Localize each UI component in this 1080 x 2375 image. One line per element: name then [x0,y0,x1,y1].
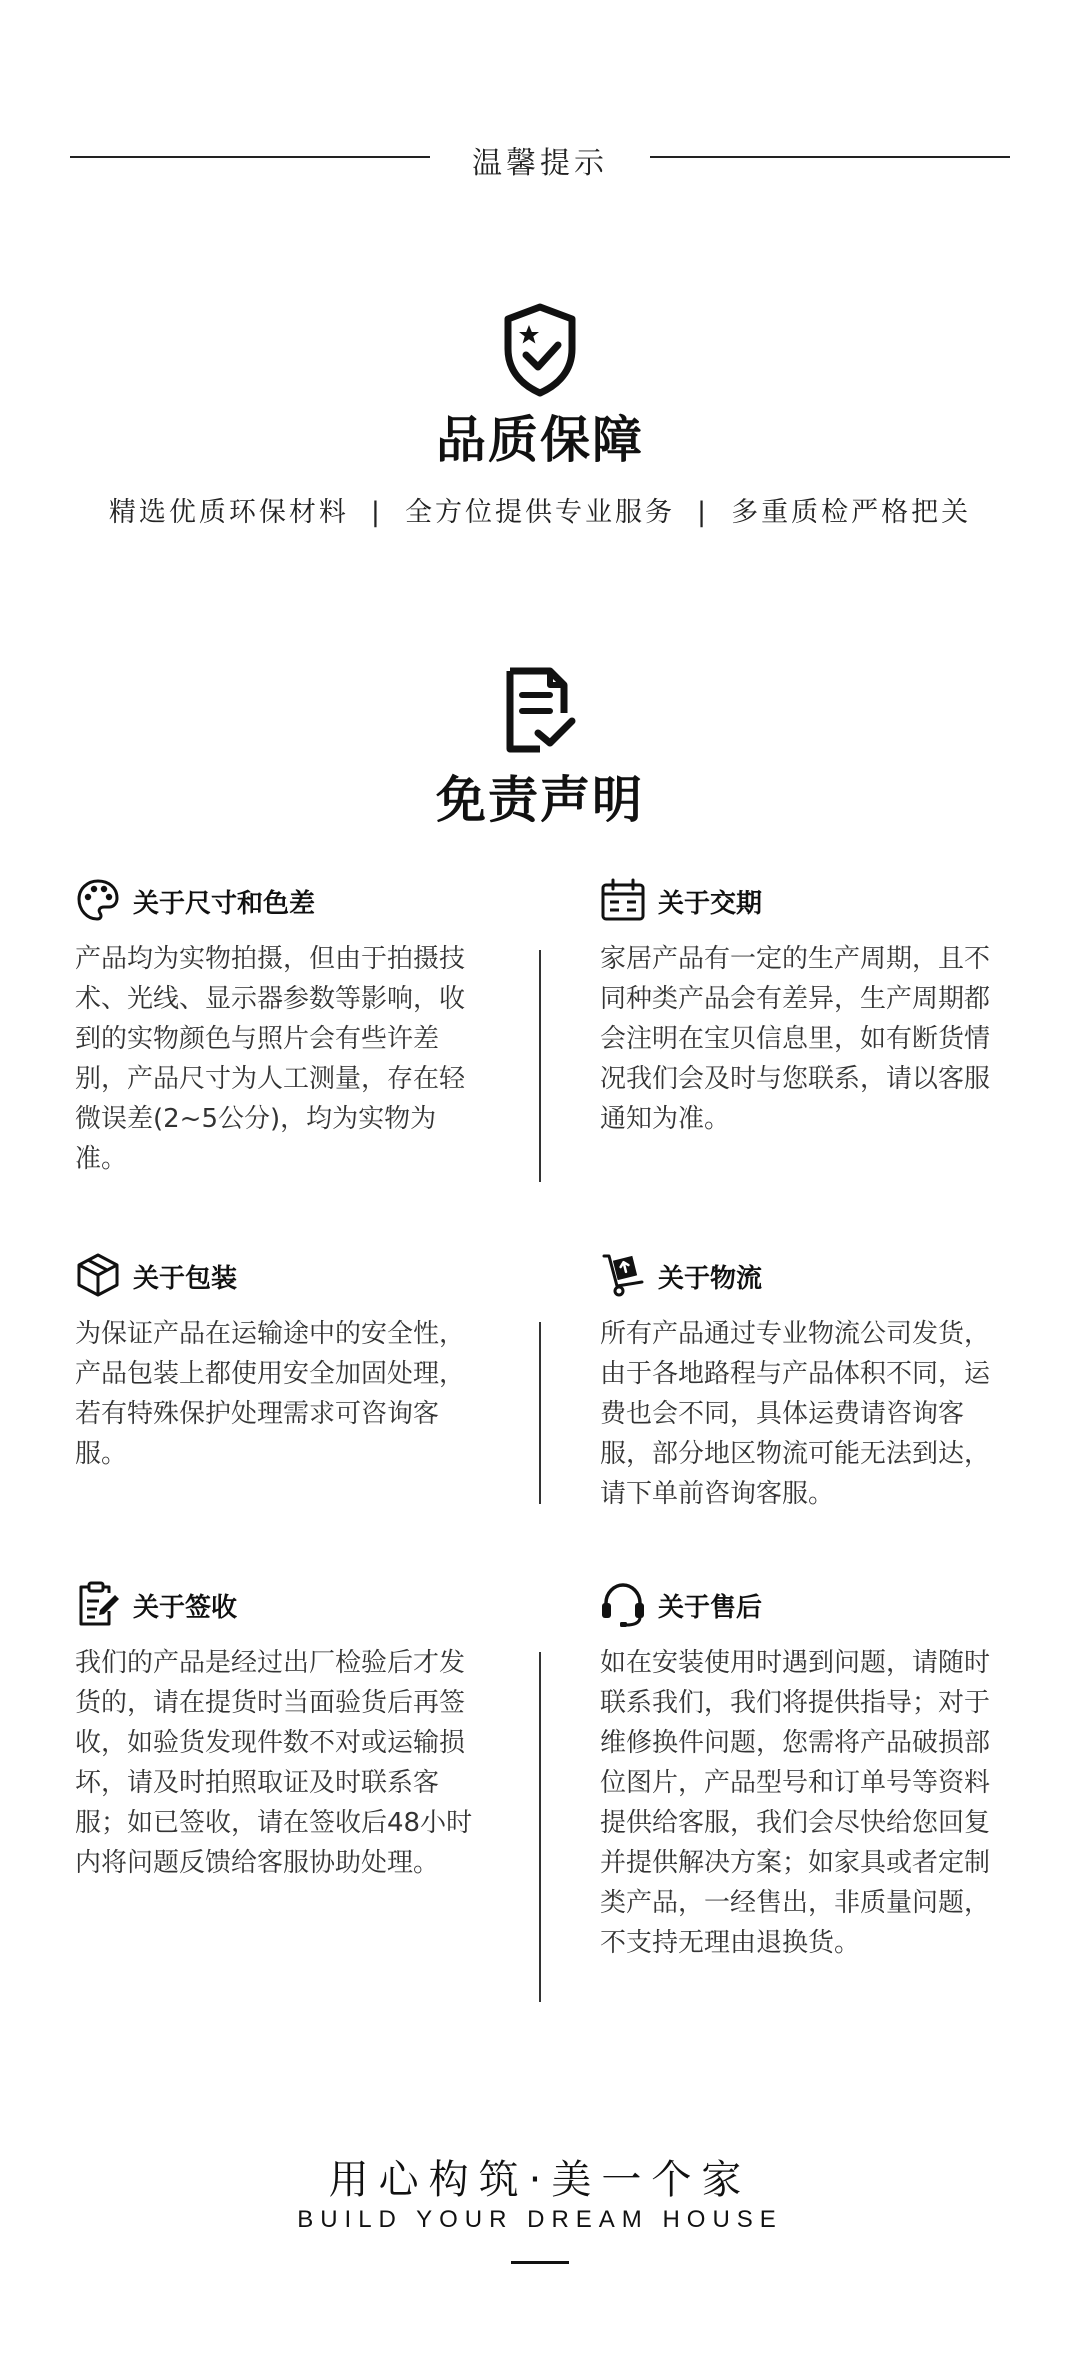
tips-header [70,132,1010,182]
feature-service: 全方位提供专业服务 [405,497,675,528]
header-line-right [650,156,1010,158]
block-after-sales [600,1581,1010,1963]
feature-separator: | [697,497,710,528]
feature-inspection: 多重质检严格把关 [731,497,972,528]
block-text: 所有产品通过专业物流公司发货，由于各地路程与产品体积不同，运费也会不同，具体运费请咨询客服，部分地区物流可能无法到达，请下单前咨询客服。 [600,1319,991,1509]
shield-check-icon [502,303,578,397]
quality-features [0,490,1080,529]
block-text: 如在安装使用时遇到问题，请随时联系我们，我们将提供指导；对于维修换件问题，您需将产品破损部位图片，产品型号和订单号等资料提供给客服，我们会尽快给您回复并提供解决方案；如家具或者定制类产品，一经售出，非质量问题，不支持无理由退换货。 [600,1648,991,1958]
clipboard-sign-icon [75,1581,121,1627]
block-title: 关于包装 [133,1264,238,1294]
block-size-color [75,877,485,1179]
block-title: 关于签收 [133,1593,238,1623]
column-divider [539,1322,541,1504]
headset-icon [600,1581,646,1627]
block-receiving [75,1581,485,1883]
block-title: 关于物流 [658,1264,763,1294]
disclaimer-title: 免责声明 [436,771,644,829]
footer-slogan-en: BUILD YOUR DREAM HOUSE [297,2206,783,2233]
column-divider [539,1652,541,2002]
footer-slogan-cn: 用心构筑·美一个家 [328,2157,752,2203]
block-delivery-time [600,877,1010,1139]
feature-materials: 精选优质环保材料 [108,497,349,528]
palette-icon [75,877,121,923]
block-text: 家居产品有一定的生产周期，且不同种类产品会有差异，生产周期都会注明在宝贝信息里，如有断货情况我们会及时与您联系，请以客服通知为准。 [600,944,991,1134]
block-text: 为保证产品在运输途中的安全性，产品包装上都使用安全加固处理，若有特殊保护处理需求可咨询客服。 [75,1319,466,1469]
footer-underline [511,2261,569,2264]
block-text: 我们的产品是经过出厂检验后才发货的，请在提货时当面验货后再签收，如验货发现件数不对或运输损坏，请及时拍照取证及时联系客服；如已签收，请在签收后48小时内将问题反馈给客服协助处理。 [75,1648,473,1878]
block-title: 关于交期 [658,889,763,919]
document-check-icon [502,665,578,755]
package-box-icon [75,1252,121,1298]
block-packaging [75,1252,485,1474]
block-title: 关于售后 [658,1593,763,1623]
calendar-icon [600,877,646,923]
block-title: 关于尺寸和色差 [133,889,316,919]
feature-separator: | [370,497,383,528]
block-text: 产品均为实物拍摄，但由于拍摄技术、光线、显示器参数等影响，收到的实物颜色与照片会有些许差别，产品尺寸为人工测量，存在轻微误差(2~5公分)，均为实物为准。 [75,944,466,1174]
block-logistics [600,1252,1010,1514]
header-title: 温馨提示 [472,146,608,181]
quality-title: 品质保障 [436,411,644,469]
column-divider [539,950,541,1182]
hand-truck-icon [600,1252,646,1298]
